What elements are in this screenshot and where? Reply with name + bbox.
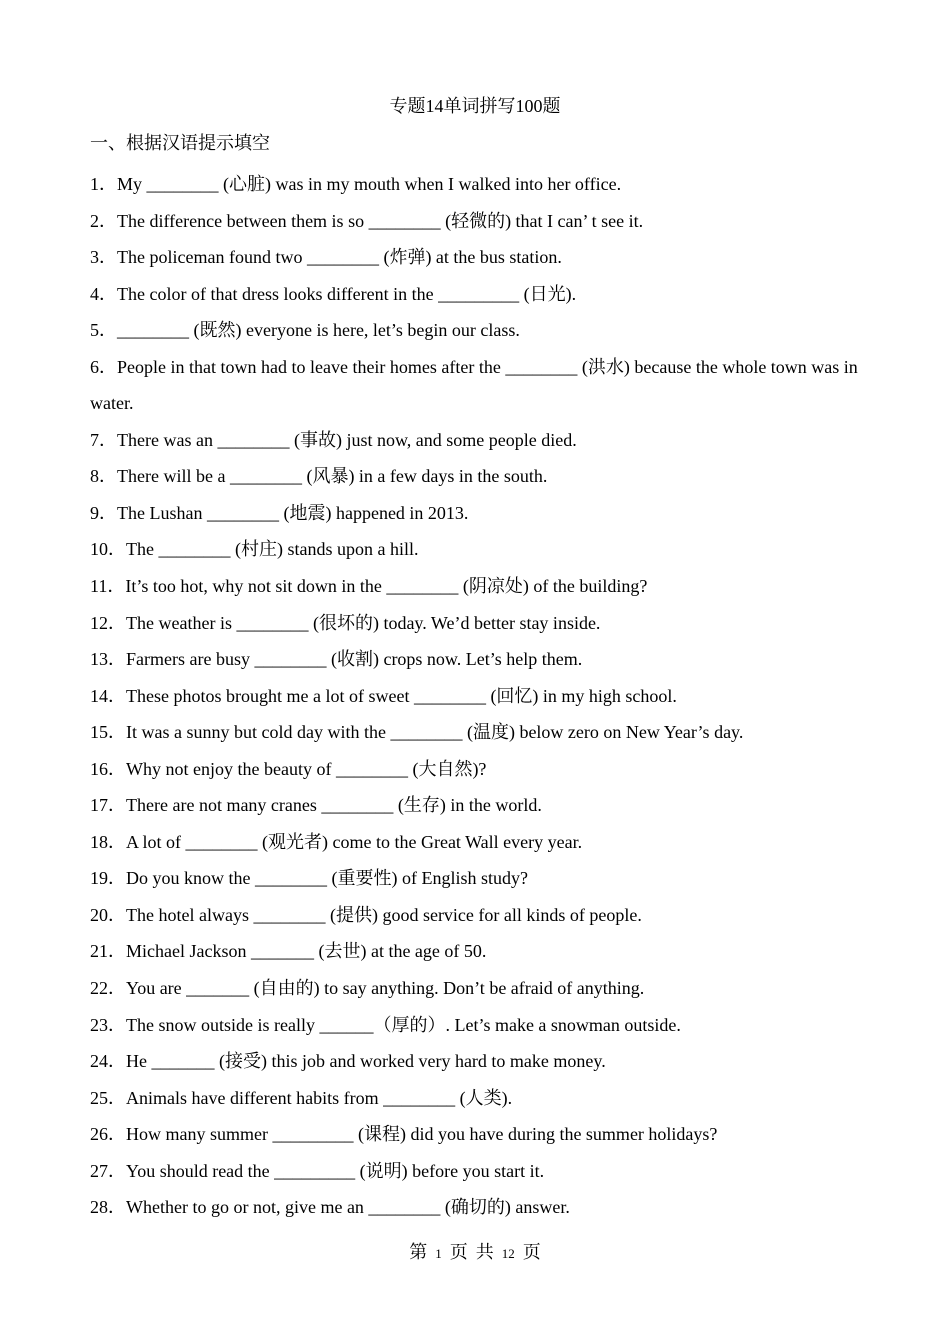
question-text: The color of that dress looks different in the _________ (日光). — [117, 283, 577, 304]
question-item — [90, 824, 860, 861]
question-item — [90, 203, 860, 240]
question-text: The hotel always ________ (提供) good service for all kinds of people. — [126, 904, 642, 925]
question-text: Farmers are busy ________ (收割) crops now. Let’s help them. — [126, 649, 583, 670]
question-number: 12． — [90, 612, 126, 633]
question-number: 26． — [90, 1124, 126, 1145]
question-text: There will be a ________ (风暴) in a few days in the south. — [117, 466, 548, 487]
question-item — [90, 751, 860, 788]
footer-label-total: 共 — [475, 1242, 494, 1262]
section-heading: 一、根据汉语提示填空 — [90, 133, 270, 153]
footer-label-page-unit: 页 — [449, 1242, 468, 1262]
question-item — [90, 166, 860, 203]
footer-label-page: 第 — [409, 1242, 428, 1262]
question-number: 20． — [90, 904, 126, 925]
question-text: These photos brought me a lot of sweet ________ (回忆) in my high school. — [126, 685, 677, 706]
question-number: 28． — [90, 1197, 126, 1218]
question-number: 5． — [90, 320, 117, 341]
question-number: 9． — [90, 502, 117, 523]
question-text: You should read the _________ (说明) before you start it. — [126, 1160, 545, 1181]
question-item — [90, 933, 860, 970]
question-text: The difference between them is so ________ (轻微的) that I can’ t see it. — [117, 210, 644, 231]
question-text: Why not enjoy the beauty of ________ (大自然)? — [126, 758, 487, 779]
question-text: My ________ (心脏) was in my mouth when I walked into her office. — [117, 174, 622, 194]
question-item — [90, 239, 860, 276]
question-number: 18． — [90, 831, 126, 852]
question-number: 3． — [90, 247, 117, 268]
question-number: 22． — [90, 978, 126, 999]
question-item — [90, 714, 860, 751]
question-item — [90, 678, 860, 715]
question-number: 7． — [90, 429, 117, 450]
question-item — [90, 531, 860, 568]
question-text: How many summer _________ (课程) did you have during the summer holidays? — [126, 1124, 718, 1145]
question-number: 19． — [90, 868, 126, 889]
question-text: It’s too hot, why not sit down in the ________ (阴凉处) of the building? — [125, 576, 648, 597]
question-number: 6． — [90, 356, 117, 377]
question-number: 8． — [90, 466, 117, 487]
question-item — [90, 568, 860, 605]
question-number: 27． — [90, 1160, 126, 1181]
question-item — [90, 970, 860, 1007]
question-text: It was a sunny but cold day with the ________ (温度) below zero on New Year’s day. — [126, 722, 744, 743]
question-item — [90, 495, 860, 532]
question-item — [90, 349, 860, 422]
question-text: People in that town had to leave their homes after the ________ (洪水) because the whole town was in water. — [90, 356, 858, 414]
question-number: 2． — [90, 210, 117, 231]
question-text: You are _______ (自由的) to say anything. Don’t be afraid of anything. — [126, 978, 645, 999]
document-title: 专题14单词拼写100题 — [389, 96, 561, 116]
question-item — [90, 458, 860, 495]
question-item — [90, 276, 860, 313]
question-text: Do you know the ________ (重要性) of English study? — [126, 868, 528, 889]
question-number: 21． — [90, 941, 126, 962]
question-number: 23． — [90, 1014, 126, 1035]
question-item — [90, 897, 860, 934]
question-item — [90, 787, 860, 824]
question-number: 24． — [90, 1051, 126, 1072]
question-item — [90, 1007, 860, 1044]
question-item — [90, 1043, 860, 1080]
question-number: 15． — [90, 722, 126, 743]
question-text: ________ (既然) everyone is here, let’s begin our class. — [117, 320, 520, 341]
question-text: The policeman found two ________ (炸弹) at the bus station. — [117, 247, 562, 268]
question-text: The weather is ________ (很坏的) today. We’d better stay inside. — [126, 612, 601, 633]
question-item — [90, 1153, 860, 1190]
question-number: 16． — [90, 758, 126, 779]
question-number: 25． — [90, 1087, 126, 1108]
question-text: Whether to go or not, give me an ________ (确切的) answer. — [126, 1197, 570, 1218]
question-item — [90, 641, 860, 678]
question-text: He _______ (接受) this job and worked very hard to make money. — [126, 1051, 606, 1072]
current-page-number: 1 — [435, 1246, 442, 1261]
question-text: There are not many cranes ________ (生存) in the world. — [126, 795, 542, 816]
question-item — [90, 312, 860, 349]
question-number: 4． — [90, 283, 117, 304]
question-item — [90, 1080, 860, 1117]
question-text: The snow outside is really ______（厚的）. Let’s make a snowman outside. — [126, 1014, 681, 1035]
question-number: 10． — [90, 539, 126, 560]
question-text: The ________ (村庄) stands upon a hill. — [126, 539, 419, 560]
question-item — [90, 1189, 860, 1226]
question-number: 1． — [90, 174, 117, 194]
question-number: 13． — [90, 649, 126, 670]
page-footer — [0, 1240, 950, 1266]
question-text: A lot of ________ (观光者) come to the Great Wall every year. — [126, 831, 583, 852]
footer-label-page-unit-2: 页 — [522, 1242, 541, 1262]
question-item — [90, 422, 860, 459]
question-text: There was an ________ (事故) just now, and some people died. — [117, 429, 577, 450]
question-list — [90, 166, 860, 1226]
question-number: 14． — [90, 685, 126, 706]
total-pages-number: 12 — [501, 1246, 515, 1261]
question-item — [90, 1116, 860, 1153]
question-number: 11． — [90, 576, 126, 597]
question-item — [90, 860, 860, 897]
question-number: 17． — [90, 795, 126, 816]
question-text: Michael Jackson _______ (去世) at the age of 50. — [126, 941, 487, 962]
question-text: The Lushan ________ (地震) happened in 2013. — [117, 502, 469, 523]
question-item — [90, 605, 860, 642]
question-text: Animals have different habits from ________ (人类). — [126, 1087, 513, 1108]
